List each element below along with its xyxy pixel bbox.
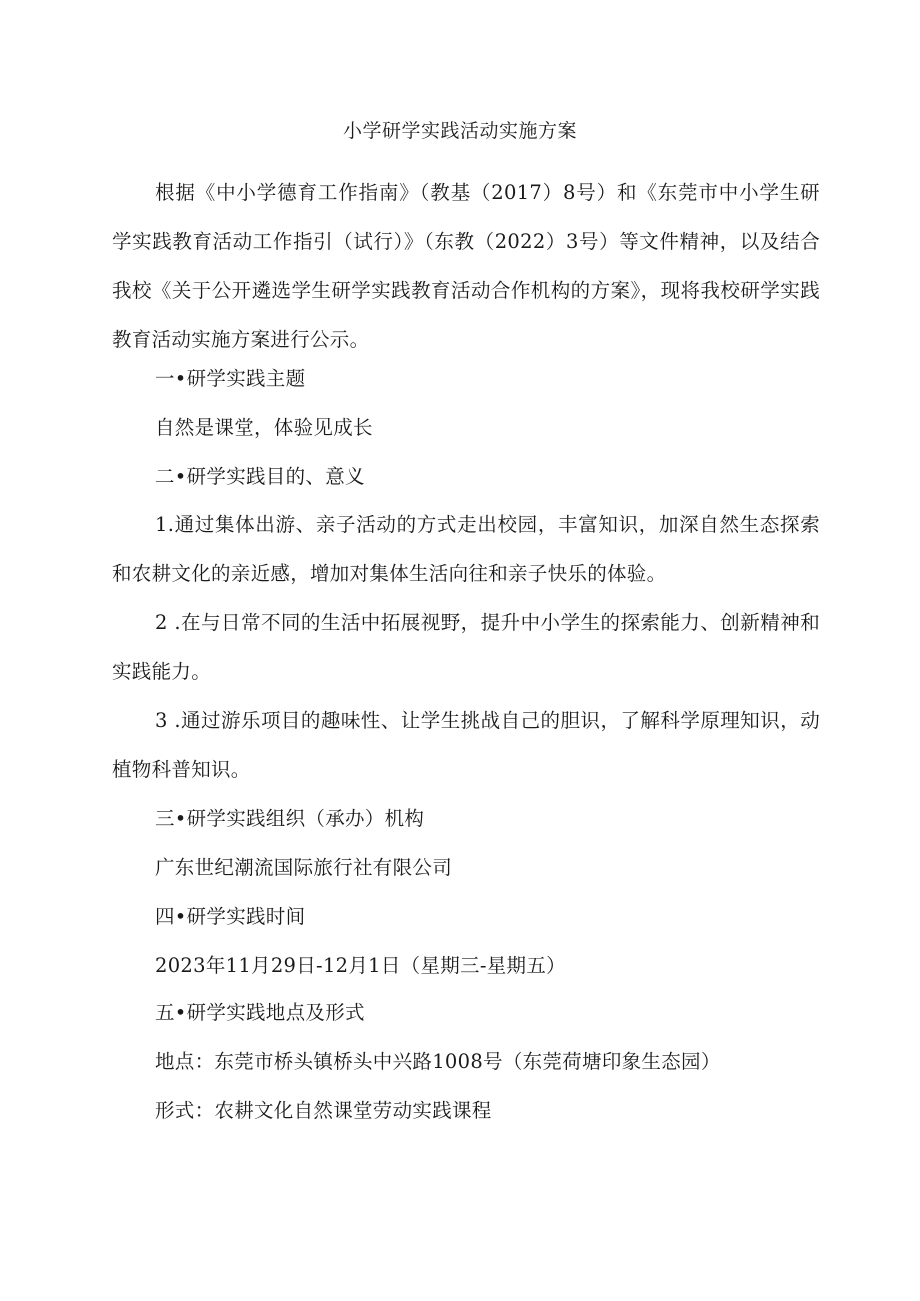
section3-heading: 三•研学实践组织（承办）机构 <box>155 807 425 830</box>
intro-paragraph: 根据《中小学德育工作指南》（教基（2017）8号）和《东莞市中小学生研学实践教育活动工作指引（试行）》（东教（2022）3号）等文件精神，以及结合我校《关于公开遴选学生研学实践教育活动合作机构的方案》，现将我校研学实践教育活动实施方案进行公示。 <box>112 181 820 351</box>
section2-item-3: 3 .通过游乐项目的趣味性、让学生挑战自己的胆识，了解科学原理知识，动植物科普知识。 <box>112 709 820 781</box>
section2-heading: 二•研学实践目的、意义 <box>155 465 365 488</box>
section5-form: 形式：农耕文化自然课堂劳动实践课程 <box>155 1099 492 1122</box>
section2-item-2: 2 .在与日常不同的生活中拓展视野，提升中小学生的探索能力、创新精神和实践能力。 <box>112 611 820 683</box>
section5-heading: 五•研学实践地点及形式 <box>155 1001 365 1024</box>
document-title: 小学研学实践活动实施方案 <box>342 120 577 142</box>
section3-body: 广东世纪潮流国际旅行社有限公司 <box>155 856 453 879</box>
section2-item-1: 1.通过集体出游、亲子活动的方式走出校园，丰富知识，加深自然生态探索和农耕文化的亲近感，增加对集体生活向往和亲子快乐的体验。 <box>112 513 820 585</box>
section4-heading: 四•研学实践时间 <box>155 905 306 928</box>
section1-heading: 一•研学实践主题 <box>155 367 306 390</box>
section4-body: 2023年11月29日-12月1日（星期三-星期五） <box>155 954 566 977</box>
section1-body: 自然是课堂，体验见成长 <box>155 416 373 439</box>
section5-location: 地点：东莞市桥头镇桥头中兴路1008号（东莞荷塘印象生态园） <box>155 1050 721 1073</box>
